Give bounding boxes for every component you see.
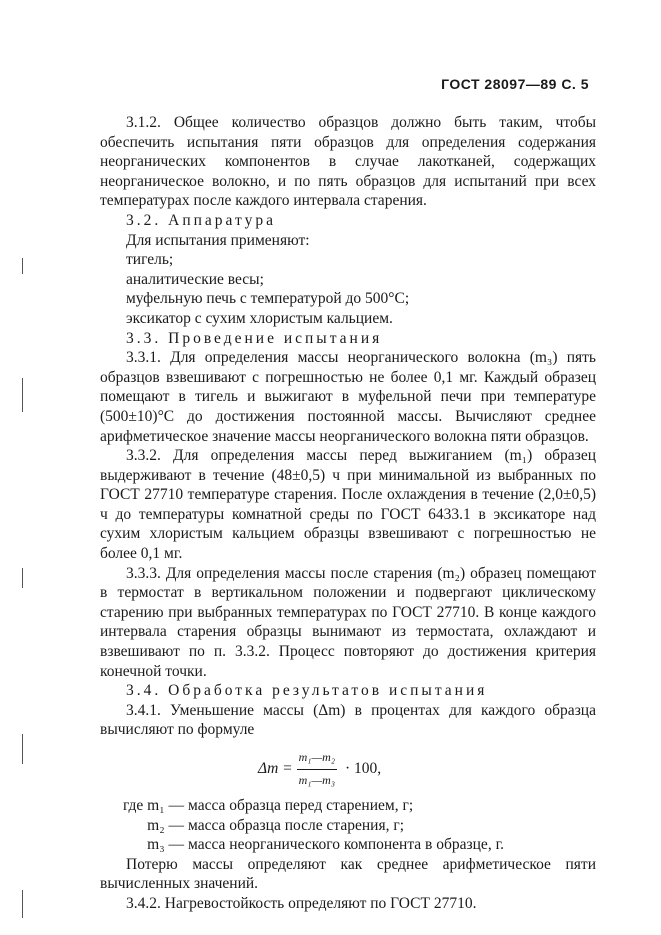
apparatus-item: аналитические весы; — [126, 270, 264, 288]
formula-block — [100, 740, 596, 796]
mass-loss-statement: Потерю массы определяют как среднее арифметическое пяти вычисленных значений. — [100, 855, 596, 893]
variable-description: масса неорганического компонента в образце, г. — [188, 836, 505, 854]
formula-lhs: Δm = — [258, 760, 293, 778]
variable-symbol: m₃ — — [147, 836, 184, 854]
section-heading-apparatus: 3.2. Аппаратура — [126, 211, 276, 229]
margin-mark — [22, 734, 23, 764]
variable-description: масса образца после старения, г; — [188, 816, 405, 834]
mass-loss-formula — [258, 748, 381, 790]
apparatus-item: эксикатор с сухим хлористым кальцием. — [126, 309, 393, 327]
paragraph-3-4-2: 3.4.2. Нагревостойкость определяют по ГОСТ 27710. — [126, 894, 477, 912]
apparatus-intro: Для испытания применяют: — [126, 231, 310, 249]
variable-definitions — [100, 796, 596, 855]
variable-symbol: m₂ — — [147, 816, 184, 834]
paragraph-3-4-1: 3.4.1. Уменьшение массы (Δm) в процентах для каждого образца вычисляют по формуле — [100, 701, 596, 739]
body-text — [100, 113, 596, 914]
formula-denominator: m₁—m₃ — [298, 772, 335, 787]
apparatus-item: тигель; — [126, 251, 174, 269]
paragraph-3-3-2: 3.3.2. Для определения массы перед выжиганием (m₁) образец выдерживают в течение (48±0,5) ч при минимальной из выбранных по ГОСТ 27710 температуре старения. После охлаждения в течение (2,0±0,5) ч до температуры комнатной среды по ГОСТ 6433.1 в эксикаторе над сухим хлористым кальцием образцы взвешивают с погрешностью не более 0,1 мг. — [100, 447, 596, 563]
paragraph-3-3-1: 3.3.1. Для определения массы неорганического волокна (m₃) пять образцов взвешивают с погрешностью не более 0,1 мг. Каждый образец помещают в тигель и выжигают в муфельной печи при температуре (500±10)°С до достижения постоянной массы. Вычисляют среднее арифметическое значение массы неорганического волокна пяти образцов. — [100, 349, 596, 445]
variable-symbol: где m₁ — — [122, 797, 184, 814]
formula-numerator: m₁—m₂ — [297, 748, 337, 770]
margin-mark — [22, 378, 23, 412]
margin-mark — [22, 890, 23, 918]
variable-description: масса образца перед старением, г; — [188, 797, 414, 814]
formula-fraction — [297, 748, 337, 790]
section-heading-results: 3.4. Обработка результатов испытания — [126, 682, 488, 700]
page-header: ГОСТ 28097—89 С. 5 — [441, 76, 589, 92]
margin-mark — [22, 258, 23, 274]
paragraph-3-1-2: 3.1.2. Общее количество образцов должно быть таким, чтобы обеспечить испытания пяти образцов для определения содержания неорганических компонентов в случае лакотканей, содержащих неорганическое волокно, и по пять образцов для испытаний при всех температурах после каждого интервала старения. — [100, 114, 596, 210]
apparatus-item: муфельную печь с температурой до 500°С; — [126, 290, 410, 308]
paragraph-3-3-3: 3.3.3. Для определения массы после старения (m₂) образец помещают в термостат в вертикальном положении и подвергают циклическому старению при выбранных температурах по ГОСТ 27710. В конце каждого интервала старения образцы вынимают из термостата, охлаждают и взвешивают по п. 3.3.2. Процесс повторяют до достижения критерия конечной точки. — [100, 564, 596, 680]
formula-tail: · 100, — [345, 760, 382, 778]
section-heading-procedure: 3.3. Проведение испытания — [126, 329, 383, 347]
margin-mark — [22, 568, 23, 588]
